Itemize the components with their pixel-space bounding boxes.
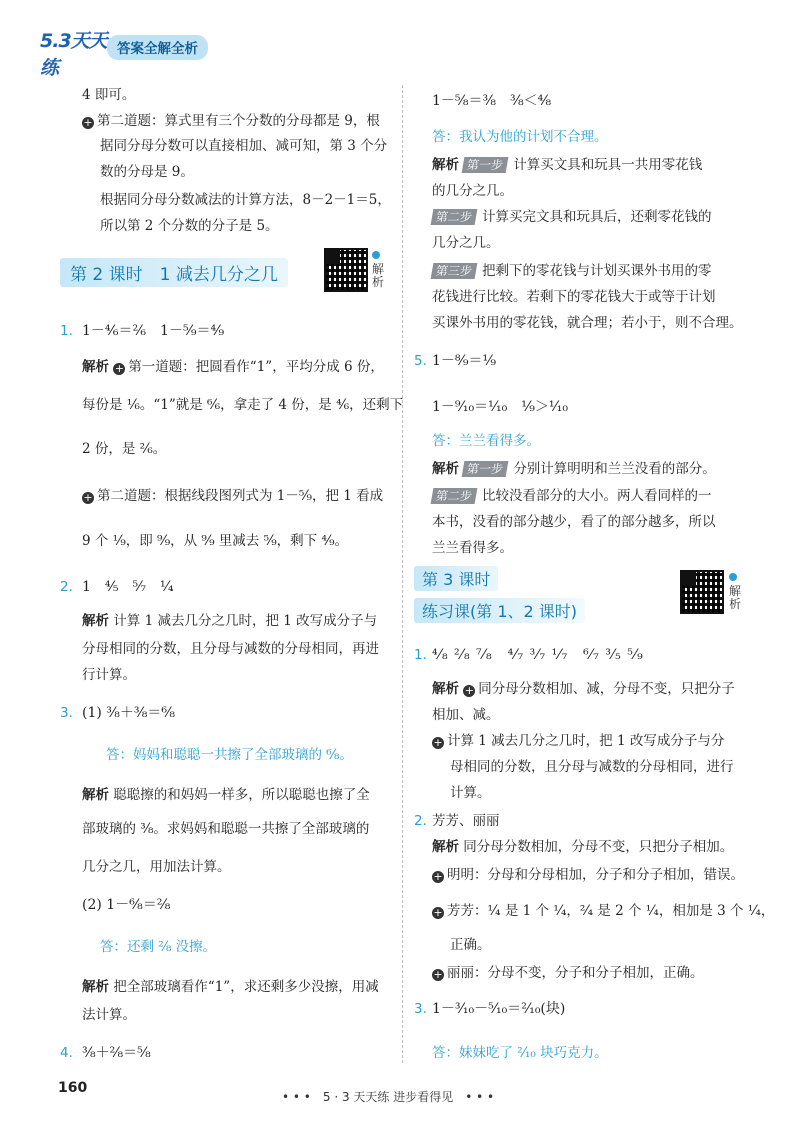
text-line — [82, 786, 370, 804]
text-line — [82, 487, 383, 505]
step-tag: 第三步 — [431, 263, 478, 279]
question-number: 3. — [60, 705, 73, 721]
text-line: 几分之几，用加法计算。 — [82, 859, 231, 875]
column-divider — [402, 85, 403, 1063]
plus-circle-icon: + — [83, 116, 93, 129]
text-line — [82, 612, 377, 630]
step-tag: 第二步 — [431, 209, 478, 225]
answer-text: 答：兰兰看得多。 — [432, 433, 540, 449]
text: 比较没看部分的大小。两人看同样的一 — [482, 488, 712, 504]
header-tag: 答案全解全析 — [107, 35, 208, 60]
text: 明明：分母和分母相加，分子和分子相加，错误。 — [447, 867, 744, 883]
text-line — [432, 838, 733, 856]
text: 同分母分数相加、减，分母不变，只把分子 — [478, 681, 735, 697]
text-line — [432, 262, 712, 280]
answer-text: 答：妹妹吃了 ²⁄₁₀ 块巧克力。 — [432, 1045, 608, 1061]
text: 分别计算明明和兰兰没看的部分。 — [513, 461, 716, 477]
text-line — [82, 112, 380, 130]
plus-circle-icon: + — [433, 968, 443, 981]
question-number: 1. — [60, 323, 73, 339]
text: 计算 1 减去几分之几时，把 1 改写成分子与 — [113, 613, 378, 629]
answer-text: 答：我认为他的计划不合理。 — [432, 129, 608, 145]
text-line: 分母相同的分数，且分母与减数的分母相同，再进 — [82, 641, 379, 657]
text: 第二道题：算式里有三个分数的分母都是 9，根 — [97, 113, 380, 129]
plus-circle-icon: + — [114, 362, 124, 375]
text-line — [82, 978, 379, 996]
text-line: 几分之几。 — [432, 235, 500, 251]
text: 把全部玻璃看作“1”，求还剩多少没擦，用减 — [113, 979, 379, 995]
text-line — [82, 358, 384, 376]
text-line: 计算。 — [450, 785, 491, 801]
text-line: 所以第 2 个分数的分子是 5。 — [100, 218, 279, 234]
question-number: 1. — [414, 647, 427, 663]
dot-icon — [729, 573, 737, 581]
text-line — [432, 964, 704, 982]
brand-logo: 5.3天天练 — [40, 30, 107, 79]
qr-label: 解析 — [372, 262, 385, 289]
answer-equation: 1－⁴⁄₆＝²⁄₆ 1－⁵⁄₉＝⁴⁄₉ — [82, 323, 225, 339]
answer-equation: 1－⁸⁄₉＝¹⁄₉ — [432, 353, 497, 369]
text-line: 相加、减。 — [432, 707, 500, 723]
analysis-label: 解析 — [432, 461, 459, 477]
text-line — [432, 460, 716, 478]
analysis-label: 解析 — [432, 839, 459, 855]
text-line — [432, 732, 724, 750]
text-line — [432, 902, 774, 920]
lesson-subtitle: 练习课(第 1、2 课时) — [414, 598, 585, 623]
answer-equation: 1－⁵⁄₈＝³⁄₈ ³⁄₈＜⁴⁄₈ — [432, 93, 552, 109]
text: 第一道题：把圆看作“1”，平均分成 6 份， — [128, 359, 384, 375]
analysis-label: 解析 — [82, 613, 109, 629]
lesson-title: 第 2 课时 1 减去几分之几 — [60, 258, 288, 287]
text-line: 行计算。 — [82, 667, 136, 683]
analysis-label: 解析 — [82, 787, 109, 803]
footer-slogan: • • • 5 · 3 天天练 进步看得见 • • • — [282, 1090, 495, 1104]
page-number: 160 — [58, 1080, 88, 1096]
answer-equation: ³⁄₈＋²⁄₈＝⁵⁄₈ — [82, 1045, 151, 1061]
text: 计算 1 减去几分之几时，把 1 改写成分子与分 — [447, 733, 725, 749]
text-line: 部玻璃的 ³⁄₈。求妈妈和聪聪一共擦了全部玻璃的 — [82, 821, 370, 837]
text-line: 花钱进行比较。若剩下的零花钱大于或等于计划 — [432, 289, 716, 305]
text: 把剩下的零花钱与计划买课外书用的零 — [482, 263, 712, 279]
dot-icon — [372, 251, 380, 259]
plus-circle-icon: + — [464, 684, 474, 697]
answer-text: 答：还剩 ²⁄₈ 没擦。 — [100, 939, 217, 955]
plus-circle-icon: + — [433, 736, 443, 749]
text-line — [432, 680, 735, 698]
qr-label: 解析 — [729, 584, 742, 611]
text: 计算买完文具和玩具后，还剩零花钱的 — [482, 209, 712, 225]
analysis-label: 解析 — [432, 681, 459, 697]
answer-text: 芳芳、丽丽 — [432, 813, 500, 829]
question-number: 3. — [414, 1001, 427, 1017]
text-line: 据同分母分数可以直接相加、减可知，第 3 个分 — [100, 138, 388, 154]
text-line: 4 即可。 — [82, 87, 136, 103]
text-line: 的几分之几。 — [432, 183, 513, 199]
lesson-title: 第 3 课时 — [414, 566, 498, 591]
answer-equation: 1 ⁴⁄₅ ⁵⁄₇ ¹⁄₄ — [82, 579, 174, 595]
text-line: 2 份，是 ²⁄₆。 — [82, 441, 167, 457]
qr-code[interactable] — [680, 570, 724, 614]
answer-equation: (1) ³⁄₈＋³⁄₈＝⁶⁄₈ — [82, 705, 175, 721]
text-line: 根据同分母分数减法的计算方法，8－2－1＝5， — [100, 192, 391, 208]
text-line — [432, 487, 712, 505]
text-line: 买课外书用的零花钱，就合理；若小于，则不合理。 — [432, 315, 743, 331]
text: 芳芳：¹⁄₄ 是 1 个 ¹⁄₄，²⁄₄ 是 2 个 ¹⁄₄，相加是 3 个 ¹⁄₄， — [447, 903, 775, 919]
text-line — [432, 866, 744, 884]
text-line: 母相同的分数，且分母与减数的分母相同，进行 — [450, 759, 734, 775]
plus-circle-icon: + — [83, 491, 93, 504]
text-line: 本书，没看的部分越少，看了的部分越多，所以 — [432, 514, 716, 530]
text: 聪聪擦的和妈妈一样多，所以聪聪也擦了全 — [113, 787, 370, 803]
text-line: 正确。 — [450, 937, 491, 953]
answer-equation: (2) 1－⁶⁄₈＝²⁄₈ — [82, 897, 171, 913]
text-line — [432, 156, 702, 174]
text: 第二道题：根据线段图列式为 1－⁵⁄₉，把 1 看成 — [97, 488, 384, 504]
text-line: 法计算。 — [82, 1007, 136, 1023]
analysis-label: 解析 — [82, 359, 109, 375]
question-number: 2. — [414, 813, 427, 829]
qr-code[interactable] — [324, 248, 368, 292]
text: 计算买文具和玩具一共用零花钱 — [513, 157, 703, 173]
text-line: 兰兰看得多。 — [432, 540, 513, 556]
analysis-label: 解析 — [82, 979, 109, 995]
step-tag: 第一步 — [462, 461, 509, 477]
text: 丽丽：分母不变，分子和分子相加，正确。 — [447, 965, 704, 981]
answer-equation: ⁴⁄₈ ²⁄₈ ⁷⁄₈ ⁴⁄₇ ³⁄₇ ¹⁄₇ ⁶⁄₇ ³⁄₅ ⁵⁄₉ — [432, 647, 644, 663]
question-number: 4. — [60, 1045, 73, 1061]
plus-circle-icon: + — [433, 870, 443, 883]
answer-text: 答：妈妈和聪聪一共擦了全部玻璃的 ⁶⁄₈。 — [106, 747, 353, 763]
analysis-label: 解析 — [432, 157, 459, 173]
step-tag: 第二步 — [431, 488, 478, 504]
answer-equation: 1－⁹⁄₁₀＝¹⁄₁₀ ¹⁄₉＞¹⁄₁₀ — [432, 399, 568, 415]
text-line: 9 个 ¹⁄₉，即 ⁹⁄₉，从 ⁹⁄₉ 里减去 ⁵⁄₉，剩下 ⁴⁄₉。 — [82, 533, 349, 549]
text: 同分母分数相加，分母不变，只把分子相加。 — [463, 839, 734, 855]
step-tag: 第一步 — [462, 157, 509, 173]
question-number: 2. — [60, 579, 73, 595]
plus-circle-icon: + — [433, 906, 443, 919]
text-line — [432, 208, 712, 226]
answer-equation: 1－³⁄₁₀－⁵⁄₁₀＝²⁄₁₀(块) — [432, 1001, 566, 1017]
text-line: 数的分母是 9。 — [100, 164, 194, 180]
text-line: 每份是 ¹⁄₆。“1”就是 ⁶⁄₆，拿走了 4 份，是 ⁴⁄₆，还剩下 — [82, 397, 404, 413]
question-number: 5. — [414, 353, 427, 369]
